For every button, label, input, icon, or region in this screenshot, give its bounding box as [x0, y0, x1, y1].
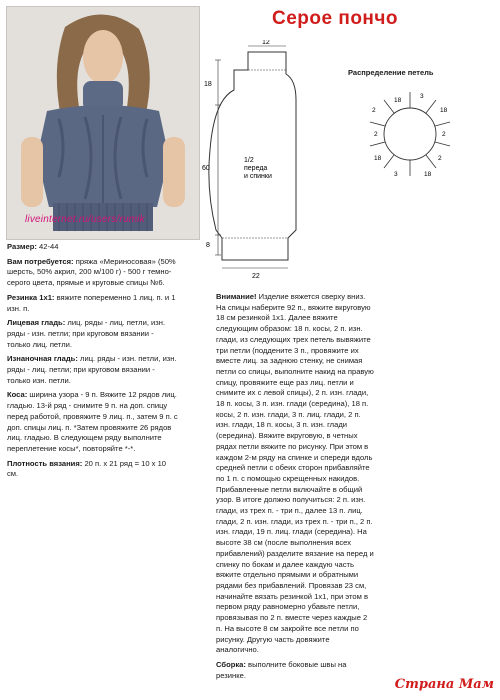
- page-title: Серое пончо: [272, 8, 399, 29]
- reverse-text: лиц. ряды - изн. петли, изн. ряды - лиц. петли; при круговом вязании - только изн. петли.: [7, 354, 177, 385]
- cable-text: ширина узора - 9 п. Вяжите 12 рядов лиц. гладью. 13-й ряд - снимите 9 п. на доп. спицу перед работой, провяжите 9 лиц. п., затем 9 п. с доп. спицы лиц. п. *Затем провяжите 26 рядов лиц. гладью. В следующем ряду выполните переплетение косы*, повторяйте *-*.: [7, 390, 178, 453]
- dist-n8: 18: [374, 155, 382, 162]
- density-text: 20 п. x 21 ряд = 10 x 10 см.: [7, 458, 167, 479]
- dist-n7: 3: [394, 171, 398, 178]
- rib-label: Резинка 1x1:: [7, 292, 55, 302]
- dim-neck-height: 18: [204, 81, 212, 88]
- dist-n5: 2: [438, 155, 442, 162]
- rib-text: вяжите попеременно 1 лиц. п. и 1 изн. п.: [7, 292, 176, 313]
- assembly-text: выполните боковые швы на резинке.: [216, 659, 347, 680]
- size-value: 42-44: [39, 242, 59, 251]
- dist-n10: 2: [372, 107, 376, 114]
- dim-top-width: 12: [262, 40, 270, 46]
- materials-paragraph: [7, 257, 179, 289]
- stockinette-text: лиц. ряды - лиц. петли, изн. ряды - изн. петли; при круговом вязании - только лиц. петли.: [7, 318, 166, 349]
- reverse-paragraph: [7, 354, 179, 386]
- density-paragraph: [7, 459, 179, 480]
- materials-text: пряжа «Мериносовая» (50% шерсть, 50% акрил, 200 м/100 г) - 500 г темно-серого цвета, прямые и круговые спицы №6.: [7, 256, 176, 288]
- dist-n1: 18: [394, 97, 402, 104]
- site-logo: Страна Мам: [394, 677, 494, 692]
- dist-n4: 2: [442, 131, 446, 138]
- schema-label-1: 1/2: [244, 157, 254, 164]
- density-label: Плотность вязания:: [7, 458, 83, 468]
- schema-label-2: переда: [244, 165, 268, 172]
- stitch-distribution-diagram: [348, 68, 496, 184]
- dim-body-height: 60: [202, 165, 210, 172]
- materials-label: Вам потребуется:: [7, 256, 74, 266]
- pattern-schema: [200, 40, 360, 285]
- schema-label-3: и спинки: [244, 173, 272, 180]
- attention-text: Изделие вяжется сверху вниз. На спицы наберите 92 п., вяжите вкруговую 18 см резинкой 1x1. Далее вяжите следующим образом: 18 п. косы, 2 п. изн. глади, из следующих трех петель вывяжите три петли (поддените 3 п., провяжите их вместе лиц. за заднюю стенку, не снимая петли со спицы, выполните накид на правую спицу, провяжите еще раз лиц. петли и снимите их с левой спицы), 2 п. изн. глади, 18 п. косы, 3 п. изн. глади (середина), 18 п. косы, 2 п. изн. глади, 3 п. лиц. глади, 2 п. изн. глади, 18 п. косы, 3 п. изн. глади (середина). Вяжите вкруговую, в четных рядах петли вяжите по рисунку. При этом в каждом 2-м ряду на спинке и спереди вдоль средней петли с обеих сторон прибавляйте по 1 п. с помощью скрещенных накидов. Прибавленные петли включайте в общий узор. В итоге должно получиться: 2 п. изн. глади, из трех п. - три п., далее 13 п. лиц. глади, 2 п. изн. глади, из трех п. - три п., 2 п. изн. глади, 19 п. лиц. глади (середина). На высоте 38 см (после выполнения всех прибавлений) разделите вязание на перед и спинку по бокам и далее каждую часть вяжите отдельно прямыми и обратными рядами без прибавлений. Провязав 23 см, начинайте вязать резинкой 1x1, при этом в первом ряду равномерно убавьте петли, провязывая по 2 п. вместе через каждые 2 п. На высоте 8 см закройте все петли по рисунку. Другую часть довяжите аналогично.: [216, 292, 374, 655]
- dim-rib-height: 8: [206, 242, 210, 249]
- attention-paragraph: [216, 292, 374, 656]
- rib-paragraph: [7, 293, 179, 314]
- stockinette-label: Лицевая гладь:: [7, 318, 66, 328]
- watermark: liveinternet.ru/users/rumik: [25, 214, 145, 225]
- size-paragraph: [7, 242, 179, 253]
- dist-n2: 3: [420, 93, 424, 100]
- right-instructions: [216, 292, 374, 685]
- dim-bottom-width: 22: [252, 273, 260, 280]
- stockinette-paragraph: [7, 318, 179, 350]
- assembly-label: Сборка:: [216, 659, 246, 669]
- attention-label: Внимание!: [216, 292, 257, 301]
- dist-n9: 2: [374, 131, 378, 138]
- distribution-title: Распределение петель: [348, 68, 434, 77]
- model-photo: [6, 6, 200, 240]
- size-label: Размер:: [7, 242, 37, 251]
- model-photo-image: [7, 7, 199, 239]
- dist-n6: 18: [424, 171, 432, 178]
- cable-label: Коса:: [7, 390, 28, 400]
- assembly-paragraph: [216, 660, 374, 681]
- dist-n3: 18: [440, 107, 448, 114]
- reverse-label: Изнаночная гладь:: [7, 354, 78, 364]
- left-instructions: [7, 242, 179, 484]
- cable-paragraph: [7, 390, 179, 454]
